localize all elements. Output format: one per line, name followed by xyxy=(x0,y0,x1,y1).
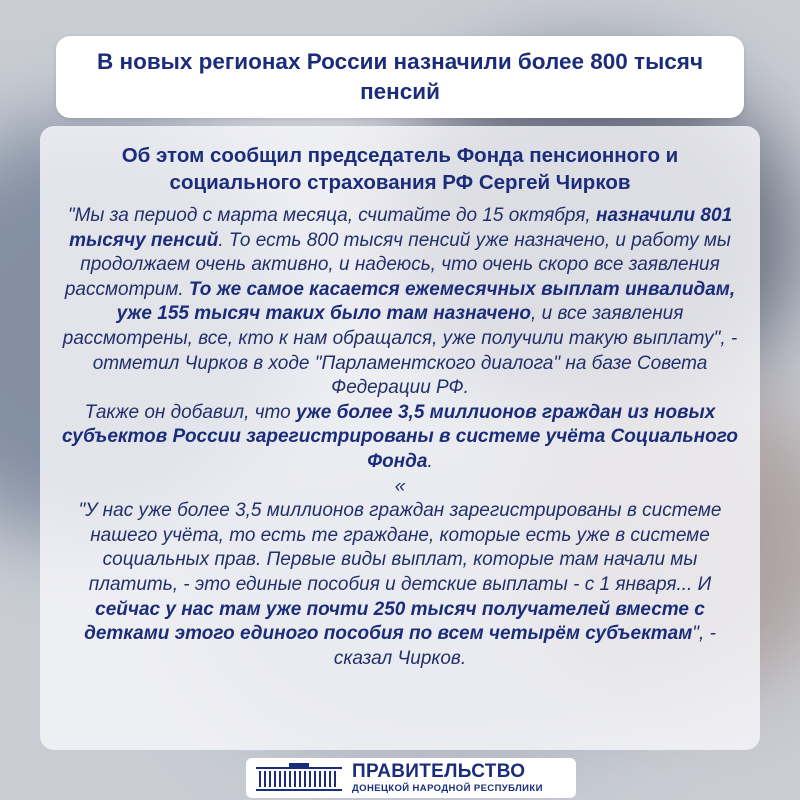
addition-text: Также он добавил, что xyxy=(84,401,296,423)
title-card xyxy=(56,36,744,118)
subheading xyxy=(40,142,760,196)
addition-highlight: уже более 3,5 миллионов граждан из новых субъектов России зарегистрированы в системе учёта Социального Фонда xyxy=(61,401,739,472)
quote-text: ", - сказал Чирков. xyxy=(333,623,716,669)
quote-text: . То есть 800 тысяч пенсий уже назначено, и работу мы продолжаем очень активно, и надеюсь, что очень скоро все заявления рассмотрим. xyxy=(64,229,731,300)
footer-subtitle: ДОНЕЦКОЙ НАРОДНОЙ РЕСПУБЛИКИ xyxy=(352,783,543,795)
subheading-line: социального страхования РФ Сергей Чирков xyxy=(169,171,631,194)
quote-paragraph-1 xyxy=(58,204,742,671)
government-building-icon xyxy=(256,763,342,793)
quote-text: "У нас уже более 3,5 миллионов граждан зарегистрированы в системе нашего учёта, то есть те граждане, которые есть уже в системе социальных прав. Первые виды выплат, которые там начали мы платить, - это единые пособия и детские выплаты - с 1 января... И xyxy=(78,500,722,595)
quote-highlight: сейчас у нас там уже почти 250 тысяч получателей вместе с детками этого единого пособия по всем четырём субъектам xyxy=(84,598,705,645)
content-card xyxy=(40,126,760,750)
footer-logo xyxy=(246,758,576,798)
quote-highlight: назначили 801 тысячу пенсий xyxy=(69,205,733,251)
quote-mark: « xyxy=(394,475,406,497)
quote-highlight: То же самое касается ежемесячных выплат инвалидам, уже 155 тысяч таких было там назначено xyxy=(116,278,736,325)
subheading-line: Об этом сообщил председатель Фонда пенсионного и xyxy=(121,144,679,167)
quote-text: "Мы за период с марта месяца, считайте до 15 октября, xyxy=(67,205,596,226)
page-title: В новых регионах России назначили более 800 тысяч пенсий xyxy=(96,49,704,104)
quote-text: , и все заявления рассмотрены, все, кто к нам обращался, уже получили такую выплату", - отметил Чирков в ходе "Парламентского диалога" на базе Совета Федерации РФ. xyxy=(62,303,738,399)
footer-text xyxy=(352,762,543,794)
addition-text: . xyxy=(427,450,433,472)
footer-title: ПРАВИТЕЛЬСТВО xyxy=(352,761,526,783)
